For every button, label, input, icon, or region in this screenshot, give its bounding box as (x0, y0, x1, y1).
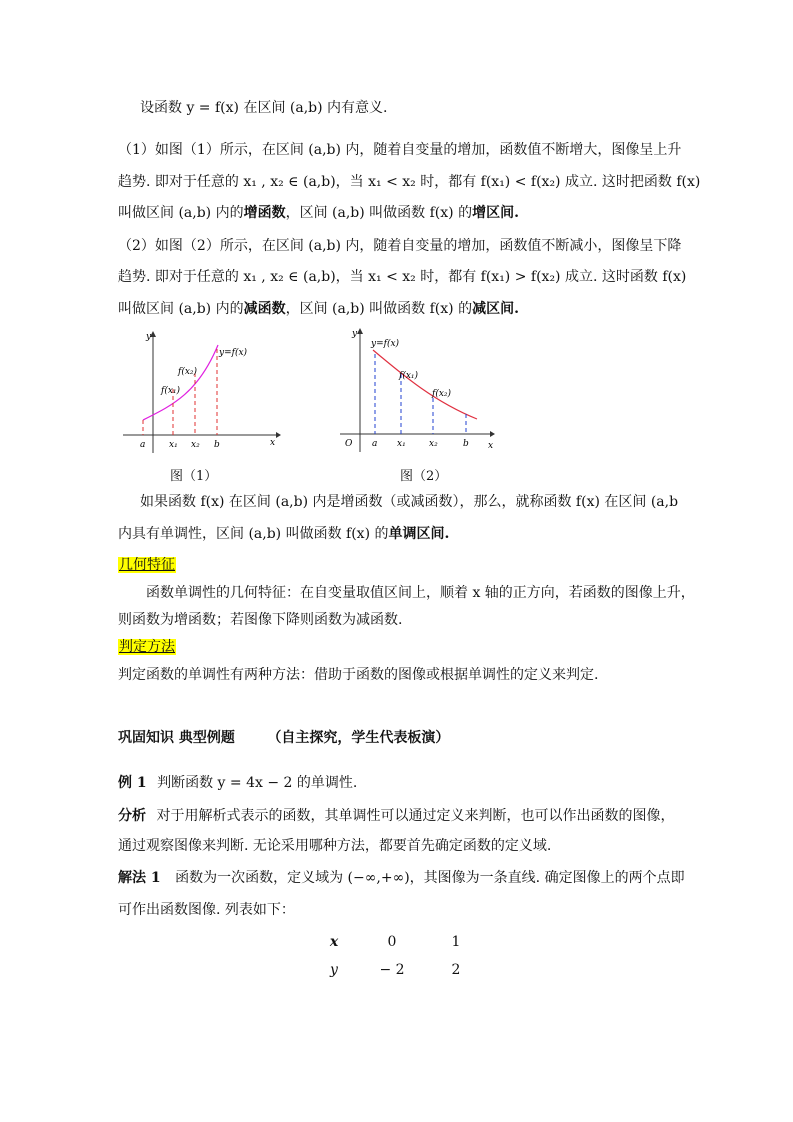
p2-line3-a: 叫做区间 (a,b) 内的 (118, 301, 244, 317)
table-x-header: x (329, 934, 339, 950)
term-monotonic-interval: 单调区间 (388, 526, 445, 542)
fig1-x-label: x (270, 438, 276, 448)
table-y-0: − 2 (379, 962, 405, 978)
fig2-y-arrow (357, 328, 363, 334)
fig2-x-label: x (488, 441, 494, 451)
term-increasing-interval: 增区间 (472, 205, 515, 221)
analysis-line2: 通过观察图像来判断. 无论采用哪种方法，都要首先确定函数的定义域. (118, 838, 552, 854)
solution1-line1-row (118, 868, 685, 888)
fig1-fx1-label: f(x₁) (161, 386, 181, 396)
p1-line1: （1）如图（1）所示，在区间 (a,b) 内，随着自变量的增加，函数值不断增大，图像呈上升 (118, 142, 682, 158)
table-x-1: 1 (451, 934, 461, 950)
mono-period: . (444, 526, 450, 542)
term-decreasing-interval: 减区间 (472, 301, 515, 317)
method-heading-row (118, 637, 678, 657)
analysis-line1: 对于用解析式表示的函数，其单调性可以通过定义来判断，也可以作出函数的图像， (156, 808, 675, 824)
analysis-label: 分析 (118, 808, 146, 824)
fig2-x1-label: x₁ (397, 439, 406, 449)
term-increasing-function: 增函数 (243, 205, 286, 221)
example1-text: 判断函数 y = 4x − 2 的单调性. (157, 775, 358, 791)
fig2-caption: 图（2） (400, 469, 448, 484)
p1-period: . (514, 205, 519, 221)
example1-label: 例 1 (118, 775, 147, 791)
p1-line2: 趋势. 即对于任意的 x₁ , x₂ ∈ (a,b)，当 x₁ < x₂ 时，都有 f(x₁) < f(x₂) 成立. 这时把函数 f(x) (118, 174, 701, 190)
geo-line1: 函数单调性的几何特征：在自变量取值区间上，顺着 x 轴的正方向，若函数的图像上升， (146, 585, 695, 601)
geo-heading: 几何特征 (119, 557, 175, 573)
geo-line2: 则函数为增函数；若图像下降则函数为减函数. (118, 612, 403, 628)
analysis-line1-row (118, 806, 678, 826)
fig2-x-arrow (490, 431, 495, 437)
mono-line1: 如果函数 f(x) 在区间 (a,b) 内是增函数（或减函数），那么，就称函数 f(x) 在区间 (a,b (140, 494, 679, 510)
p2-period: . (514, 301, 519, 317)
p2-line3-c: ，区间 (a,b) 叫做函数 f(x) 的 (285, 301, 473, 317)
intro-text: 设函数 y = f(x) 在区间 (a,b) 内有意义. (140, 100, 388, 116)
table-y-header: y (330, 962, 338, 978)
table-y-1: 2 (451, 962, 461, 978)
fig2-fx1-label: f(x₁) (399, 371, 419, 381)
section-note: （自主探究，学生代表板演） (267, 730, 450, 746)
section-heading (118, 728, 678, 748)
solution1-line1: 函数为一次函数，定义域为 (−∞,+∞)，其图像为一条直线. 确定图像上的两个点即 (175, 870, 685, 886)
fig2-y-label: y (352, 329, 358, 339)
fig1-a-label: a (140, 440, 146, 450)
p1-line3-a: 叫做区间 (a,b) 内的 (118, 205, 244, 221)
fig2-origin-label: O (345, 439, 353, 449)
solution1-label: 解法 1 (118, 870, 161, 886)
p1-line3-c: ，区间 (a,b) 叫做函数 f(x) 的 (285, 205, 473, 221)
fig1-x-arrow (276, 432, 281, 438)
fig1-fx2-label: f(x₂) (178, 367, 198, 377)
fig1-x1-label: x₁ (169, 440, 178, 450)
fig2-decreasing-curve (373, 350, 477, 419)
mono-line2 (118, 524, 678, 544)
mono-line2-a: 内具有单调性，区间 (a,b) 叫做函数 f(x) 的 (118, 526, 389, 542)
fig2-a-label: a (372, 439, 378, 449)
p2-line3 (118, 299, 678, 319)
fig1-caption: 图（1） (170, 469, 218, 484)
solution1-line2: 可作出函数图像. 列表如下： (118, 902, 295, 918)
fig2-b-label: b (463, 439, 469, 449)
fig1-increasing-curve (143, 345, 218, 420)
figure-decreasing (335, 322, 500, 457)
p1-line3 (118, 203, 678, 223)
fig1-y-label: y (146, 332, 152, 342)
method-heading: 判定方法 (119, 639, 175, 655)
fig1-func-label: y=f(x) (219, 348, 248, 358)
example1-row (118, 773, 678, 793)
fig2-x2-label: x₂ (429, 439, 438, 449)
p2-line2: 趋势. 即对于任意的 x₁ , x₂ ∈ (a,b)，当 x₁ < x₂ 时，都有 f(x₁) > f(x₂) 成立. 这时函数 f(x) (118, 269, 687, 285)
table-x-0: 0 (387, 934, 397, 950)
p2-line1: （2）如图（2）所示，在区间 (a,b) 内，随着自变量的增加，函数值不断减小，图像呈下降 (118, 238, 682, 254)
fig1-b-label: b (214, 440, 220, 450)
geo-heading-row (118, 555, 678, 575)
fig1-x2-label: x₂ (191, 440, 200, 450)
term-decreasing-function: 减函数 (243, 301, 286, 317)
method-line1: 判定函数的单调性有两种方法：借助于函数的图像或根据单调性的定义来判定. (118, 667, 599, 683)
figure-increasing (118, 325, 283, 455)
fig2-fx2-label: f(x₂) (432, 389, 452, 399)
fig2-func-label: y=f(x) (371, 339, 400, 349)
section-title: 巩固知识 典型例题 (118, 730, 235, 746)
